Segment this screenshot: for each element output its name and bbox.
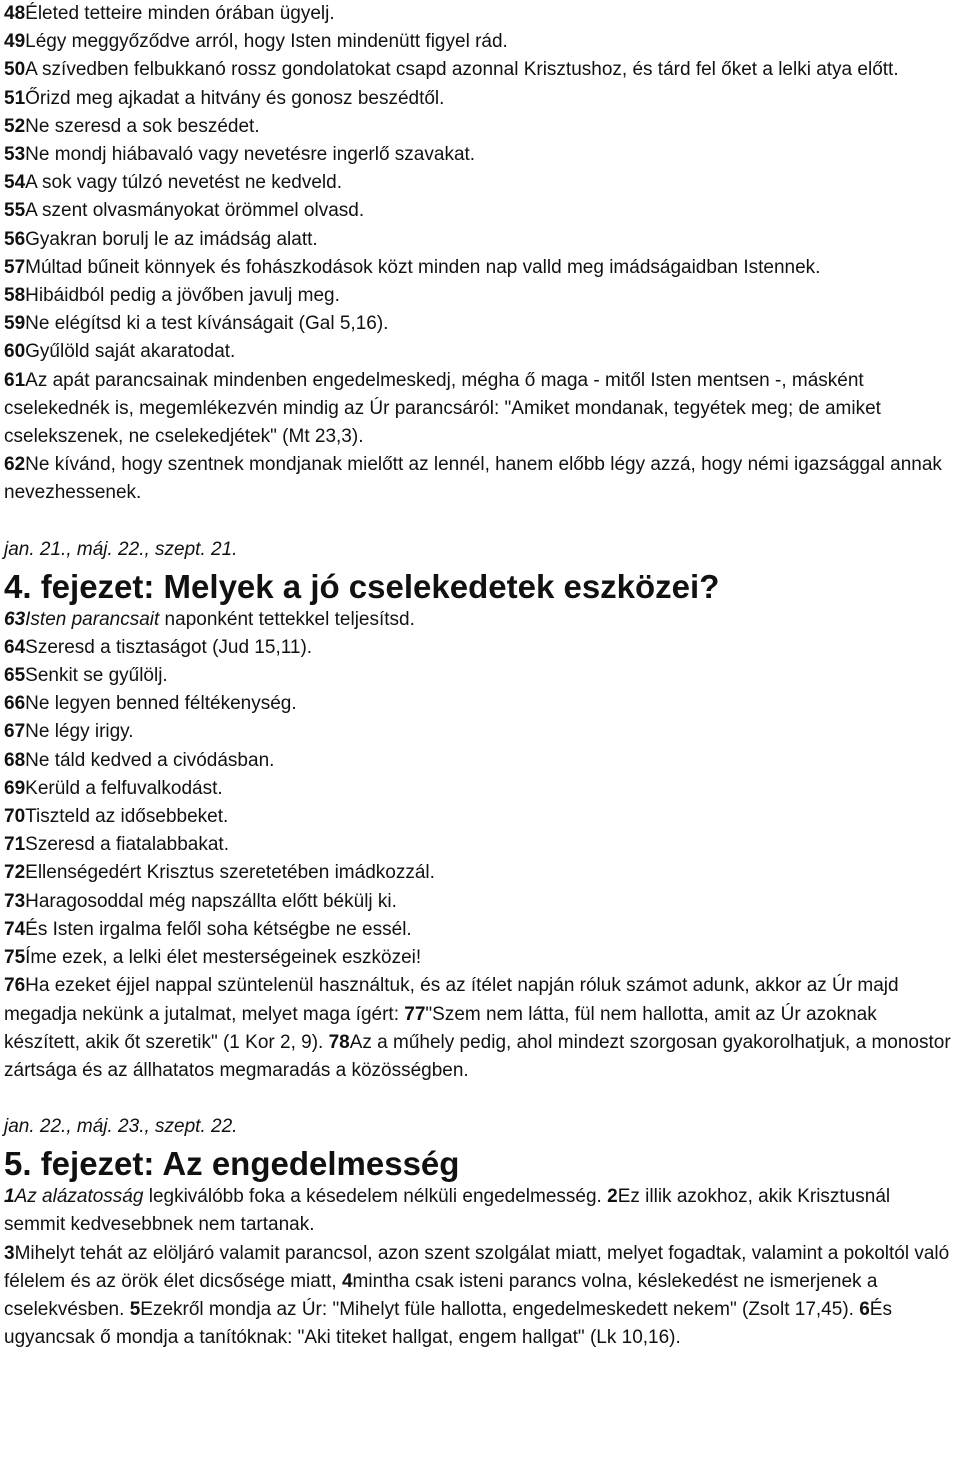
chapter-5-title: 5. fejezet: Az engedelmesség [4,1145,460,1183]
verse-1-2: 1Az alázatosság legkiválóbb foka a késedelem nélküli engedelmesség. 2Ez illik azokhoz, akik Krisztusnál semmit kedvesebbnek nem tartanak. [4,1186,891,1236]
rule-71: 71Szeresd a fiatalabbakat. [4,834,229,856]
chapter-5-body [4,1183,952,1352]
rule-74: 74És Isten irgalma felől soha kétségbe ne essél. [4,918,412,940]
rule-50: 50A szívedben felbukkanó rossz gondolatokat csapd azonnal Krisztushoz, és tárd fel őket a lelki atya előtt. [4,59,899,81]
rule-59: 59Ne elégítsd ki a test kívánságait (Gal 5,16). [4,313,389,335]
rule-61: 61Az apát parancsainak mindenben engedelmeskedj, mégha ő maga - mitől Isten mentsen -, másként cselekednék is, megemlékezvén mindig az Úr parancsáról: "Amiket mondanak, tegyétek meg; de amiket cselekszenek, ne cselekedjétek" (Mt 23,3). [4,369,881,448]
rule-52: 52Ne szeresd a sok beszédet. [4,115,260,137]
rule-51: 51Őrizd meg ajkadat a hitvány és gonosz beszédtől. [4,87,445,109]
rule-72: 72Ellenségedért Krisztus szeretetében imádkozzál. [4,862,435,884]
rules-list-63-78 [4,606,952,1085]
rule-64: 64Szeresd a tisztaságot (Jud 15,11). [4,636,313,658]
rule-75: 75Íme ezek, a lelki élet mesterségeinek eszközei! [4,947,422,969]
rule-60: 60Gyűlöld saját akaratodat. [4,341,236,363]
rule-53: 53Ne mondj hiábavaló vagy nevetésre ingerlő szavakat. [4,144,476,166]
rule-63: 63Isten parancsait naponként tettekkel teljesítsd. [4,608,415,630]
rule-62: 62Ne kívánd, hogy szentnek mondjanak mielőtt az lennél, hanem előbb légy azzá, hogy némi igazsággal annak nevezhessenek. [4,454,942,504]
rule-69: 69Kerüld a felfuvalkodást. [4,777,223,799]
rule-65: 65Senkit se gyűlölj. [4,665,168,687]
rule-56: 56Gyakran borulj le az imádság alatt. [4,228,318,250]
rule-68: 68Ne táld kedved a civódásban. [4,749,275,771]
rule-57: 57Múltad bűneit könnyek és fohászkodások közt minden nap valld meg imádságaidban Istennek. [4,256,821,278]
rule-73: 73Haragosoddal még napszállta előtt békülj ki. [4,890,397,912]
reading-date-1: jan. 21., máj. 22., szept. 21. [4,538,238,560]
rule-58: 58Hibáidból pedig a jövőben javulj meg. [4,285,340,307]
rules-list-48-62 [4,0,952,508]
rule-67: 67Ne légy irigy. [4,721,134,743]
rule-66: 66Ne legyen benned féltékenység. [4,693,297,715]
reading-date-2: jan. 22., máj. 23., szept. 22. [4,1116,238,1138]
verse-3-6: 3Mihelyt tehát az elöljáró valamit parancsol, azon szent szolgálat miatt, melyet fogadtak, valamint a pokoltól való félelem és az örök élet dicsősége miatt, 4mintha csak isteni parancs volna, késlekedést ne ismerjenek a cselekvésben. 5Ezekről mondja az Úr: "Mihelyt füle hallotta, engedelmeskedett nekem" (Zsolt 17,45). 6És ugyancsak ő mondja a tanítóknak: "Aki titeket hallgat, engem hallgat" (Lk 10,16). [4,1242,950,1349]
rule-55: 55A szent olvasmányokat örömmel olvasd. [4,200,365,222]
chapter-4-title: 4. fejezet: Melyek a jó cselekedetek eszközei? [4,567,720,605]
rule-54: 54A sok vagy túlzó nevetést ne kedveld. [4,172,342,194]
rule-49: 49Légy meggyőződve arról, hogy Isten mindenütt figyel rád. [4,31,508,53]
rule-48: 48Életed tetteire minden órában ügyelj. [4,3,335,24]
rule-76-78: 76Ha ezeket éjjel nappal szüntelenül használtuk, és az ítélet napján róluk számot adunk, akkor az Úr majd megadja nekünk a jutalmat, melyet maga ígért: 77"Szem nem látta, fül nem hallotta, amit az Úr azoknak készített, akik őt szeretik" (1 Kor 2, 9). 78Az a műhely pedig, ahol mindezt szorgosan gyakorolhatjuk, a monostor zártsága és az állhatatos megmaradás a közösségben. [4,975,951,1081]
rule-70: 70Tiszteld az idősebbeket. [4,806,229,828]
